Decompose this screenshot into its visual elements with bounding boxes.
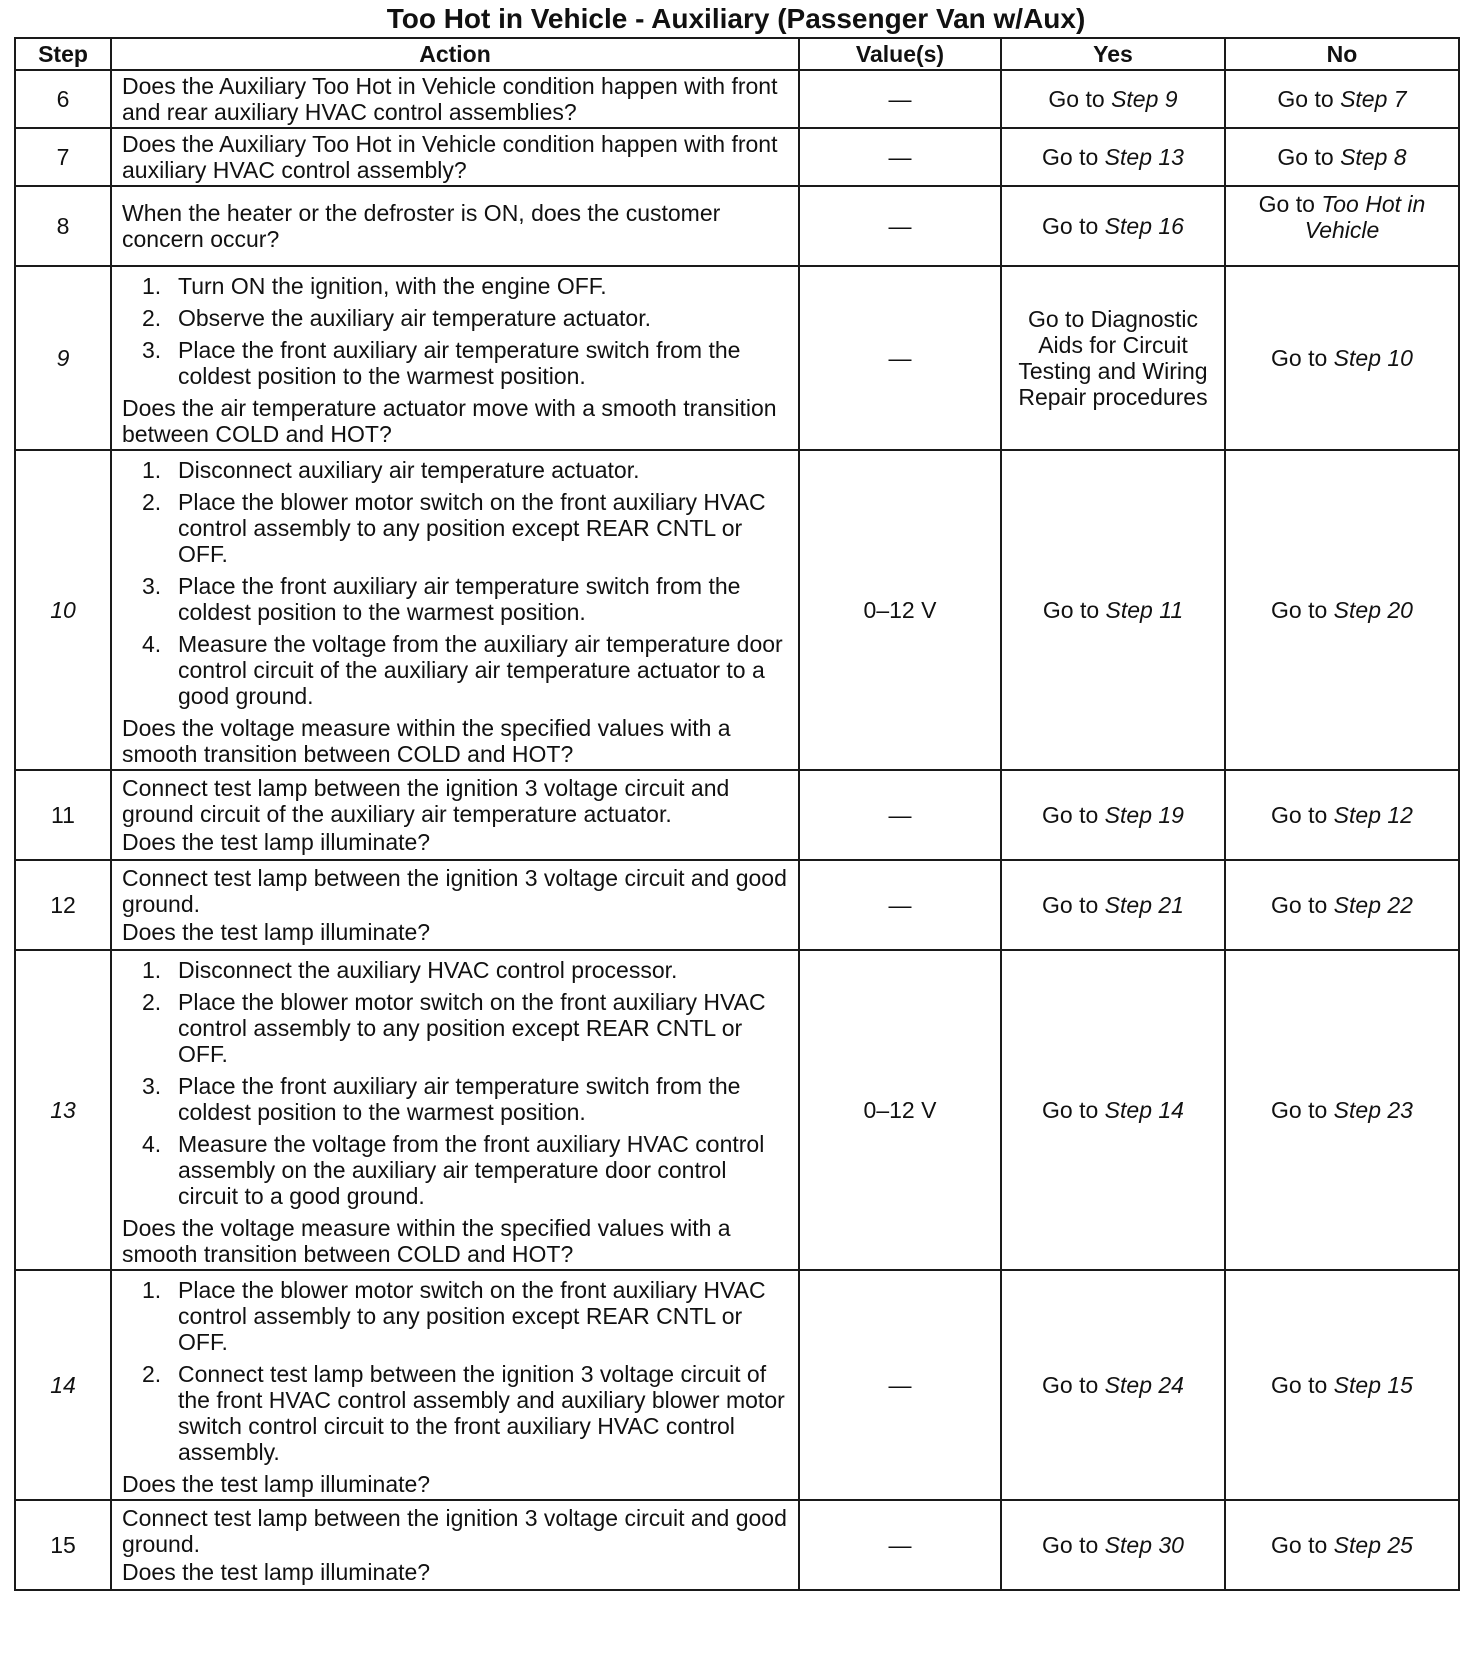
action-step-item — [122, 489, 788, 567]
action-steps-list — [122, 273, 788, 389]
table-body — [15, 70, 1459, 1590]
action-step-number: 4. — [142, 1131, 162, 1157]
no-cell — [1225, 1500, 1459, 1590]
yes-step-link[interactable]: Step 9 — [1111, 86, 1178, 112]
no-prefix: Go to — [1277, 144, 1334, 170]
value-cell: — — [799, 128, 1001, 186]
action-step-number: 1. — [142, 1277, 162, 1303]
action-question: Does the test lamp illuminate? — [122, 919, 431, 945]
table-row — [15, 860, 1459, 950]
header-values: Value(s) — [799, 38, 1001, 70]
yes-cell — [1001, 1500, 1225, 1590]
action-step-item — [122, 305, 788, 331]
action-cell — [111, 266, 799, 450]
step-number: 14 — [15, 1270, 111, 1500]
header-action: Action — [111, 38, 799, 70]
action-steps-list — [122, 957, 788, 1209]
action-steps-list — [122, 1277, 788, 1465]
yes-prefix: Go to Diagnostic Aids for Circuit Testing and Wiring Repair procedures — [1018, 306, 1208, 410]
no-step-link[interactable]: Step 20 — [1333, 597, 1413, 623]
action-text: Connect test lamp between the ignition 3 voltage circuit and good ground. — [122, 1505, 787, 1557]
yes-prefix: Go to — [1042, 213, 1099, 239]
no-prefix: Go to — [1271, 1372, 1328, 1398]
no-step-link[interactable]: Step 23 — [1333, 1097, 1413, 1123]
action-step-text: Place the front auxiliary air temperature switch from the coldest position to the warmest position. — [178, 337, 741, 389]
yes-prefix: Go to — [1042, 1372, 1099, 1398]
action-step-number: 1. — [142, 457, 162, 483]
action-step-item — [122, 1073, 788, 1125]
no-prefix: Go to — [1271, 1532, 1328, 1558]
yes-step-link[interactable]: Step 13 — [1104, 144, 1184, 170]
action-text: Connect test lamp between the ignition 3 voltage circuit and ground circuit of the auxiliary air temperature actuator. — [122, 775, 730, 827]
no-step-link[interactable]: Step 7 — [1340, 86, 1407, 112]
action-cell — [111, 70, 799, 128]
action-text: Connect test lamp between the ignition 3 voltage circuit and good ground. — [122, 865, 787, 917]
value-cell: 0–12 V — [799, 450, 1001, 770]
action-step-text: Disconnect auxiliary air temperature actuator. — [178, 457, 640, 483]
yes-prefix: Go to — [1042, 1532, 1099, 1558]
action-cell — [111, 1270, 799, 1500]
action-step-item — [122, 989, 788, 1067]
header-yes: Yes — [1001, 38, 1225, 70]
action-question: Does the test lamp illuminate? — [122, 829, 431, 855]
action-step-item — [122, 1131, 788, 1209]
header-step: Step — [15, 38, 111, 70]
action-step-text: Place the front auxiliary air temperature switch from the coldest position to the warmest position. — [178, 573, 741, 625]
yes-prefix: Go to — [1042, 1097, 1099, 1123]
table-row — [15, 1500, 1459, 1590]
step-number: 9 — [15, 266, 111, 450]
yes-prefix: Go to — [1048, 86, 1105, 112]
action-step-item — [122, 273, 788, 299]
no-step-link[interactable]: Step 12 — [1333, 802, 1413, 828]
yes-step-link[interactable]: Step 24 — [1104, 1372, 1184, 1398]
yes-step-link[interactable]: Step 21 — [1104, 892, 1184, 918]
action-steps-list — [122, 457, 788, 709]
yes-step-link[interactable]: Step 16 — [1104, 213, 1184, 239]
action-text: Does the Auxiliary Too Hot in Vehicle condition happen with front auxiliary HVAC control assembly? — [122, 131, 778, 183]
no-step-link[interactable]: Step 15 — [1333, 1372, 1413, 1398]
step-number: 12 — [15, 860, 111, 950]
yes-step-link[interactable]: Step 11 — [1105, 597, 1184, 623]
action-text: Does the Auxiliary Too Hot in Vehicle condition happen with front and rear auxiliary HVAC control assemblies? — [122, 73, 778, 125]
table-row — [15, 450, 1459, 770]
no-cell — [1225, 128, 1459, 186]
action-step-number: 2. — [142, 1361, 162, 1387]
action-step-text: Place the blower motor switch on the front auxiliary HVAC control assembly to any position except REAR CNTL or OFF. — [178, 489, 766, 567]
no-prefix: Go to — [1271, 892, 1328, 918]
yes-prefix: Go to — [1042, 802, 1099, 828]
action-step-number: 2. — [142, 489, 162, 515]
action-cell — [111, 1500, 799, 1590]
action-step-number: 3. — [142, 1073, 162, 1099]
action-text: When the heater or the defroster is ON, does the customer concern occur? — [122, 200, 721, 252]
action-question: Does the test lamp illuminate? — [122, 1471, 431, 1497]
action-question: Does the voltage measure within the specified values with a smooth transition between COLD and HOT? — [122, 715, 731, 767]
table-row — [15, 770, 1459, 860]
no-cell — [1225, 450, 1459, 770]
no-prefix: Go to — [1258, 191, 1315, 217]
action-step-text: Place the blower motor switch on the front auxiliary HVAC control assembly to any position except REAR CNTL or OFF. — [178, 989, 766, 1067]
step-number: 8 — [15, 186, 111, 266]
action-cell — [111, 950, 799, 1270]
yes-cell — [1001, 186, 1225, 266]
value-cell: — — [799, 266, 1001, 450]
yes-cell — [1001, 950, 1225, 1270]
no-cell — [1225, 860, 1459, 950]
yes-cell — [1001, 266, 1225, 450]
action-step-item — [122, 1361, 788, 1465]
page-title: Too Hot in Vehicle - Auxiliary (Passenger Van w/Aux) — [386, 3, 1086, 34]
action-step-text: Observe the auxiliary air temperature actuator. — [178, 305, 652, 331]
table-row — [15, 266, 1459, 450]
action-question: Does the air temperature actuator move with a smooth transition between COLD and HOT? — [122, 395, 777, 447]
action-cell — [111, 860, 799, 950]
value-cell: — — [799, 1500, 1001, 1590]
action-step-number: 1. — [142, 273, 162, 299]
action-step-number: 2. — [142, 305, 162, 331]
table-row — [15, 1270, 1459, 1500]
yes-step-link[interactable]: Step 30 — [1104, 1532, 1184, 1558]
action-cell — [111, 770, 799, 860]
no-prefix: Go to — [1277, 86, 1334, 112]
action-step-item — [122, 957, 788, 983]
step-number: 6 — [15, 70, 111, 128]
no-step-link[interactable]: Step 25 — [1333, 1532, 1413, 1558]
action-step-item — [122, 457, 788, 483]
yes-prefix: Go to — [1042, 892, 1099, 918]
no-cell — [1225, 70, 1459, 128]
action-step-text: Measure the voltage from the front auxiliary HVAC control assembly on the auxiliary air temperature door control circuit to a good ground. — [178, 1131, 765, 1209]
yes-prefix: Go to — [1042, 144, 1099, 170]
action-step-text: Disconnect the auxiliary HVAC control processor. — [178, 957, 678, 983]
step-number: 11 — [15, 770, 111, 860]
yes-cell — [1001, 450, 1225, 770]
value-cell: 0–12 V — [799, 950, 1001, 1270]
yes-cell — [1001, 860, 1225, 950]
action-question: Does the voltage measure within the specified values with a smooth transition between COLD and HOT? — [122, 1215, 731, 1267]
step-number: 7 — [15, 128, 111, 186]
no-prefix: Go to — [1271, 802, 1328, 828]
table-row — [15, 950, 1459, 1270]
no-step-link[interactable]: Step 10 — [1333, 345, 1413, 371]
action-step-text: Turn ON the ignition, with the engine OFF. — [178, 273, 607, 299]
no-prefix: Go to — [1271, 345, 1328, 371]
yes-step-link[interactable]: Step 14 — [1104, 1097, 1184, 1123]
value-cell: — — [799, 186, 1001, 266]
no-step-link[interactable]: Too Hot in Vehicle — [1304, 191, 1426, 243]
action-cell — [111, 186, 799, 266]
table-header-row — [15, 38, 1459, 70]
action-step-item — [122, 631, 788, 709]
action-step-text: Place the front auxiliary air temperature switch from the coldest position to the warmest position. — [178, 1073, 741, 1125]
diagnostic-table — [14, 37, 1460, 1591]
action-step-number: 1. — [142, 957, 162, 983]
action-step-item — [122, 337, 788, 389]
header-no: No — [1225, 38, 1459, 70]
action-cell — [111, 450, 799, 770]
yes-step-link[interactable]: Step 19 — [1104, 802, 1184, 828]
yes-cell — [1001, 128, 1225, 186]
yes-cell — [1001, 1270, 1225, 1500]
no-prefix: Go to — [1271, 597, 1328, 623]
table-row — [15, 70, 1459, 128]
value-cell: — — [799, 1270, 1001, 1500]
value-cell: — — [799, 770, 1001, 860]
table-row — [15, 128, 1459, 186]
action-step-number: 3. — [142, 573, 162, 599]
action-step-text: Measure the voltage from the auxiliary air temperature door control circuit of the auxiliary air temperature actuator to a good ground. — [178, 631, 783, 709]
action-step-text: Place the blower motor switch on the front auxiliary HVAC control assembly to any position except REAR CNTL or OFF. — [178, 1277, 766, 1355]
no-step-link[interactable]: Step 22 — [1333, 892, 1413, 918]
yes-prefix: Go to — [1042, 597, 1100, 623]
action-step-item — [122, 1277, 788, 1355]
no-step-link[interactable]: Step 8 — [1340, 144, 1407, 170]
no-cell — [1225, 186, 1459, 266]
action-step-item — [122, 573, 788, 625]
yes-cell — [1001, 70, 1225, 128]
no-cell — [1225, 770, 1459, 860]
no-cell — [1225, 1270, 1459, 1500]
yes-cell — [1001, 770, 1225, 860]
no-cell — [1225, 950, 1459, 1270]
action-step-text: Connect test lamp between the ignition 3 voltage circuit of the front HVAC control assembly and auxiliary blower motor switch control circuit to the front auxiliary HVAC control assembly. — [178, 1361, 785, 1465]
action-step-number: 3. — [142, 337, 162, 363]
step-number: 15 — [15, 1500, 111, 1590]
step-number: 10 — [15, 450, 111, 770]
action-step-number: 2. — [142, 989, 162, 1015]
action-question: Does the test lamp illuminate? — [122, 1559, 431, 1585]
action-cell — [111, 128, 799, 186]
value-cell: — — [799, 70, 1001, 128]
no-prefix: Go to — [1271, 1097, 1328, 1123]
step-number: 13 — [15, 950, 111, 1270]
value-cell: — — [799, 860, 1001, 950]
no-cell — [1225, 266, 1459, 450]
action-step-number: 4. — [142, 631, 162, 657]
table-row — [15, 186, 1459, 266]
